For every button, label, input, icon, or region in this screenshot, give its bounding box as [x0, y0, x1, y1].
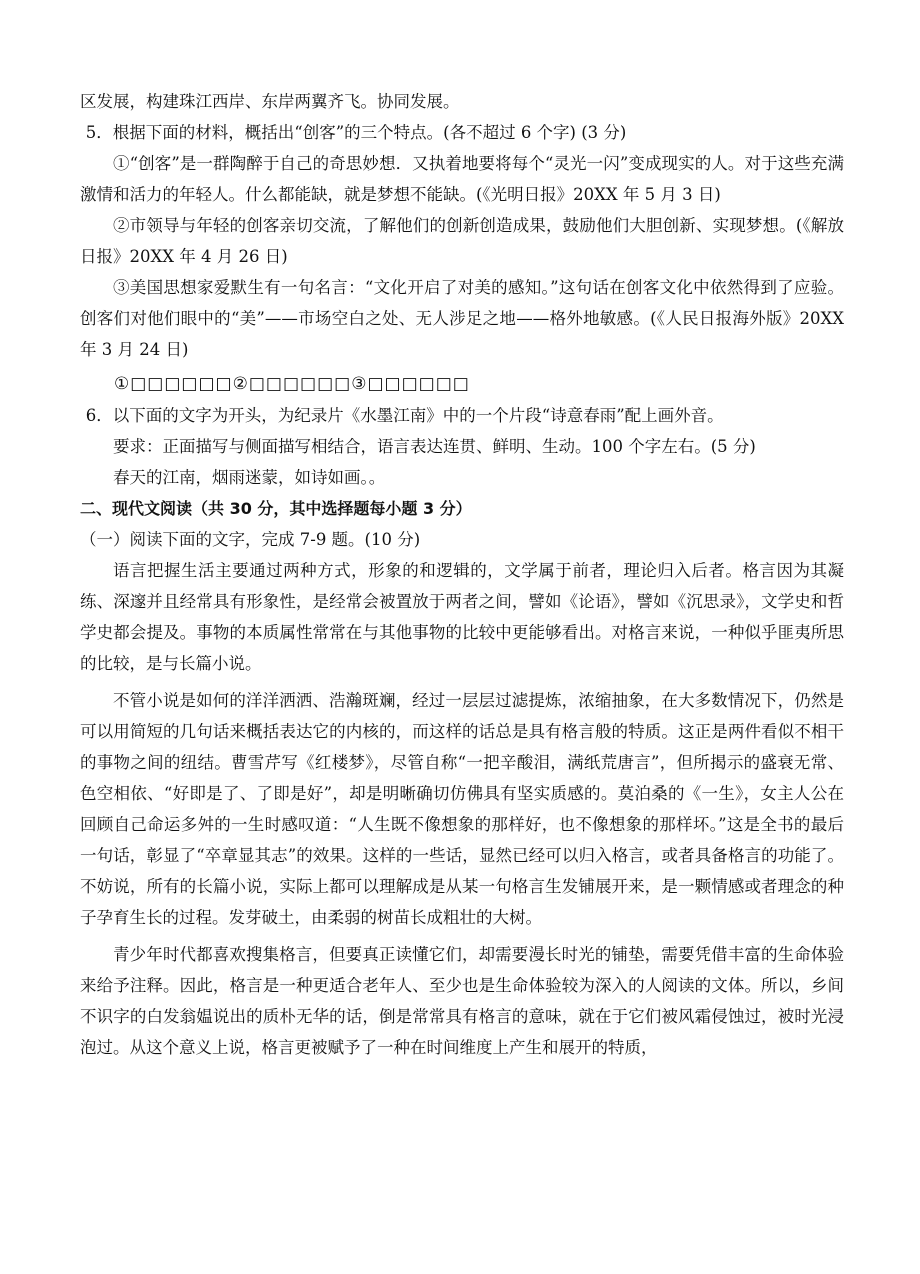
section-2-heading: 二、现代文阅读（共 30 分，其中选择题每小题 3 分） [80, 499, 472, 518]
question-5-material-3: ③美国思想家爱默生有一句名言：“文化开启了对美的感知。”这句话在创客文化中依然得到了应验。创客们对他们眼中的“美”——市场空白之处、无人涉足之地——格外地敏感。(《人民日报海外版》20XX 年 3 月 24 日) [80, 278, 844, 359]
question-6-requirement: 要求：正面描写与侧面描写相结合，语言表达连贯、鲜明、生动。100 个字左右。(5 分) [113, 437, 756, 456]
question-6-opening: 春天的江南，烟雨迷蒙，如诗如画。。 [113, 468, 386, 487]
section-2-subheading: （一）阅读下面的文字，完成 7-9 题。(10 分) [80, 530, 421, 549]
question-5-answer-boxes: ①□□□□□□②□□□□□□③□□□□□□ [114, 374, 470, 394]
document-page [80, 86, 844, 1063]
text-line: 区发展，构建珠江西岸、东岸两翼齐飞。协同发展。 [80, 92, 460, 111]
passage-paragraph-1: 语言把握生活主要通过两种方式，形象的和逻辑的，文学属于前者，理论归入后者。格言因为其凝练、深邃并且经常具有形象性，是经常会被置放于两者之间，譬如《论语》，譬如《沉思录》，文学史和哲学史都会提及。事物的本质属性常常在与其他事物的比较中更能够看出。对格言来说，一种似乎匪夷所思的比较，是与长篇小说。 [80, 561, 844, 673]
passage-paragraph-3: 青少年时代都喜欢搜集格言，但要真正读懂它们，却需要漫长时光的铺垫，需要凭借丰富的生命体验来给予注释。因此，格言是一种更适合老年人、至少也是生命体验较为深入的人阅读的文体。所以，乡间不识字的白发翁媪说出的质朴无华的话，倒是常常具有格言的意味，就在于它们被风霜侵蚀过，被时光浸泡过。从这个意义上说，格言更被赋予了一种在时间维度上产生和展开的特质， [80, 945, 844, 1057]
question-5-material-2: ②市领导与年轻的创客亲切交流，了解他们的创新创造成果，鼓励他们大胆创新、实现梦想。(《解放日报》20XX 年 4 月 26 日) [80, 216, 844, 266]
question-5-title: 5．根据下面的材料，概括出“创客”的三个特点。(各不超过 6 个字) (3 分) [85, 123, 627, 142]
question-6-title: 6．以下面的文字为开头，为纪录片《水墨江南》中的一个片段“诗意春雨”配上画外音。 [85, 406, 724, 425]
question-5-material-1: ①“创客”是一群陶醉于自己的奇思妙想．又执着地要将每个“灵光一闪”变成现实的人。对于这些充满激情和活力的年轻人。什么都能缺，就是梦想不能缺。(《光明日报》20XX 年 5 月 3 日) [80, 154, 844, 204]
passage-paragraph-2: 不管小说是如何的洋洋洒洒、浩瀚斑斓，经过一层层过滤提炼，浓缩抽象，在大多数情况下，仍然是可以用简短的几句话来概括表达它的内核的，而这样的话总是具有格言般的特质。这正是两件看似不相干的事物之间的纽结。曹雪芹写《红楼梦》，尽管自称“一把辛酸泪，满纸荒唐言”，但所揭示的盛衰无常、色空相依、“好即是了、了即是好”，却是明晰确切仿佛具有坚实质感的。莫泊桑的《一生》，女主人公在回顾自己命运多舛的一生时感叹道：“人生既不像想象的那样好，也不像想象的那样坏。”这是全书的最后一句话，彰显了“卒章显其志”的效果。这样的一些话，显然已经可以归入格言，或者具备格言的功能了。不妨说，所有的长篇小说，实际上都可以理解成是从某一句格言生发铺展开来，是一颗情感或者理念的种子孕育生长的过程。发芽破土，由柔弱的树苗长成粗壮的大树。 [80, 691, 844, 927]
